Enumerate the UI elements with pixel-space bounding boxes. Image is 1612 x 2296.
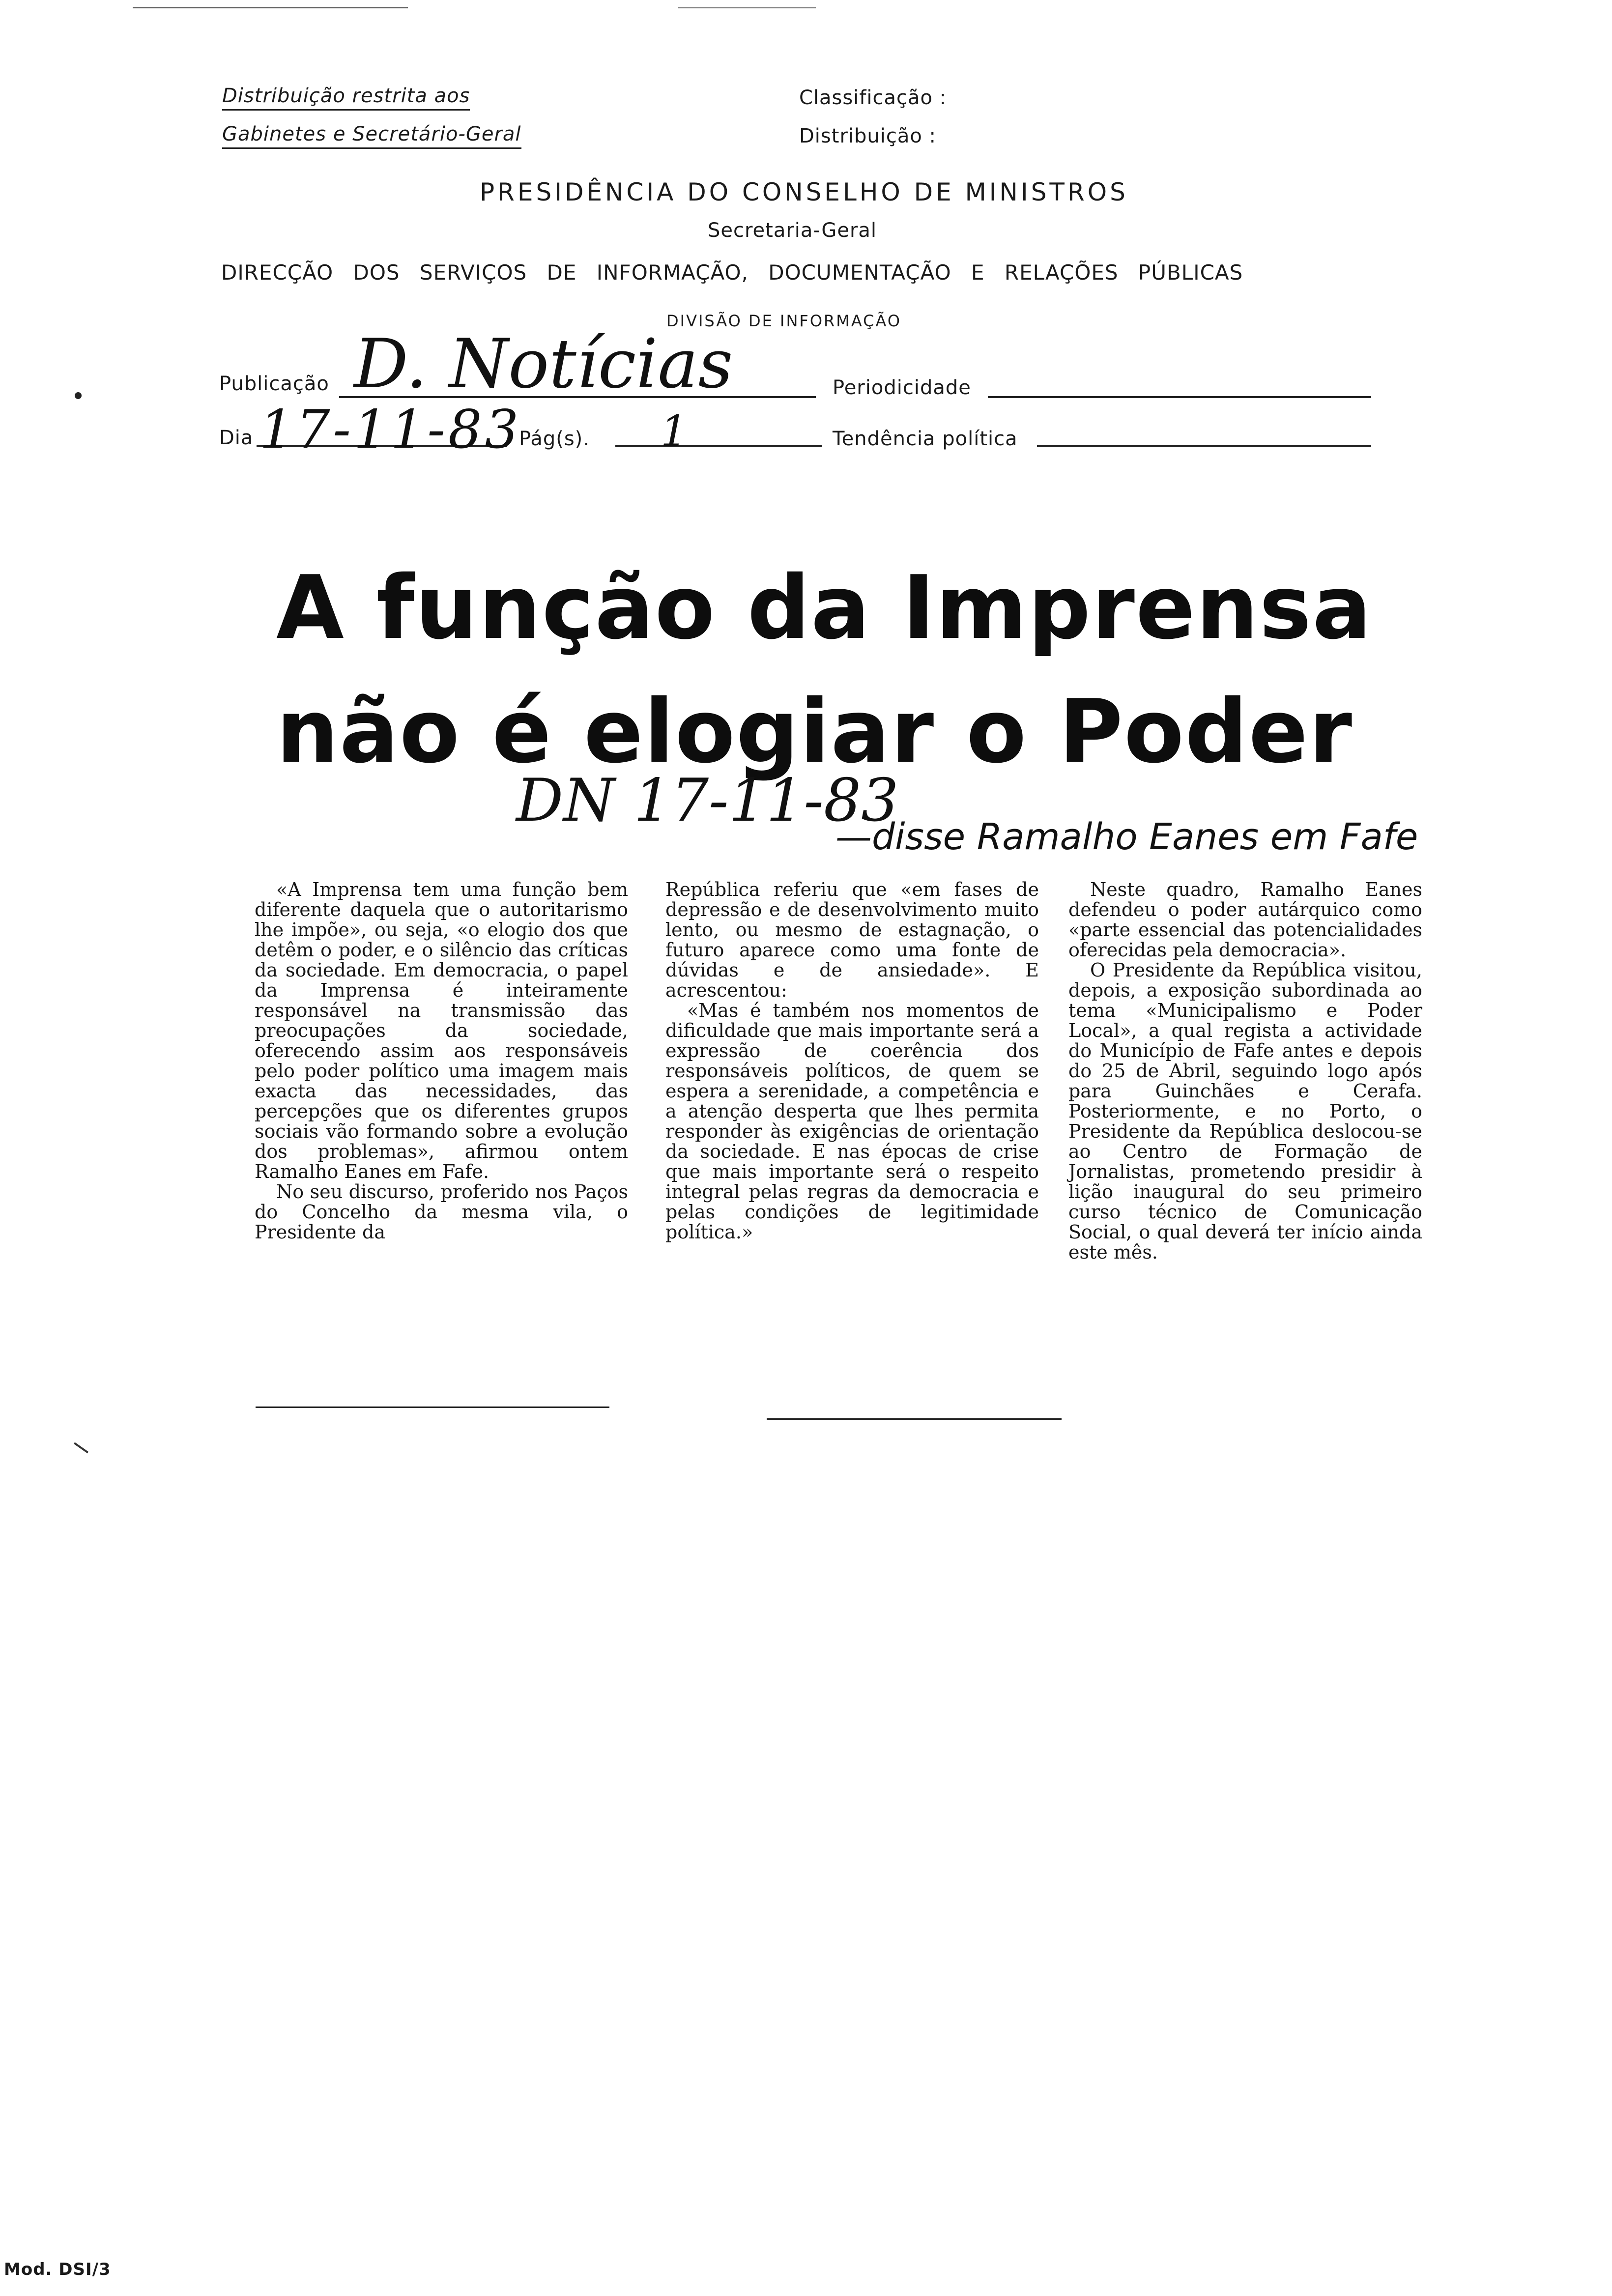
paragraph: O Presidente da República visitou, depois, a exposição subordinada ao tema «Municipalismo e Poder Local», a qual regista a actividade do Município de Fafe antes e depois do 25 de Abril, seguindo logo após para Guinchães e Cerafa. Posteriormente, e no Porto, o Presidente da República deslocou-se ao Centro de Formação de Jornalistas, prometendo presidir à lição inaugural do seu primeiro curso técnico de Comunicação Social, o qual deverá ter início ainda este mês.	[1068, 959, 1422, 1263]
scan-artifact-line	[133, 7, 408, 8]
publication-handwritten-value: D. Notícias	[354, 324, 733, 403]
paragraph: «Mas é também nos momentos de dificuldade que mais importante será a expressão de coerência dos responsáveis políticos, de quem se espera a serenidade, a competência e a atenção desperta que lhes permita responder às exigências de orientação da sociedade. E nas épocas de crise que mais importante será o respeito integral pelas regras da democracia e pelas condições de legitimidade política.»	[665, 1000, 1039, 1243]
paragraph: República referiu que «em fases de depressão e de desenvolvimento muito lento, ou mesmo de estagnação, o futuro aparece como uma fonte de dúvidas e de ansiedade». E acrescentou:	[665, 879, 1039, 1001]
division-title: DIVISÃO DE INFORMAÇÃO	[666, 312, 902, 330]
secretariat-title: Secretaria-Geral	[708, 219, 877, 242]
distribution-label: Distribuição :	[799, 125, 937, 147]
day-handwritten-value: 17-11-83	[259, 399, 522, 460]
article-headline-line1: A função da Imprensa	[276, 557, 1373, 659]
political-tendency-line	[1037, 445, 1371, 447]
article-column-2	[665, 880, 1039, 1242]
clipping-bottom-rule	[767, 1418, 1062, 1420]
margin-dot	[75, 392, 82, 399]
scan-mark	[74, 1442, 88, 1454]
paragraph: No seu discurso, proferido nos Paços do Concelho da mesma vila, o Presidente da	[255, 1181, 628, 1243]
clipping-bottom-rule	[256, 1406, 609, 1408]
paragraph: Neste quadro, Ramalho Eanes defendeu o poder autárquico como «parte essencial das potencialidades oferecidas pela democracia».	[1068, 879, 1422, 961]
periodicity-label: Periodicidade	[833, 376, 971, 399]
scan-artifact-line	[678, 7, 816, 8]
directorate-title: DIRECÇÃO DOS SERVIÇOS DE INFORMAÇÃO, DOCUMENTAÇÃO E RELAÇÕES PÚBLICAS	[221, 260, 1243, 285]
pages-handwritten-value: 1	[661, 407, 688, 456]
periodicity-line	[988, 396, 1371, 398]
article-column-3	[1068, 880, 1422, 1263]
publication-label: Publicação	[219, 373, 329, 395]
distribution-note-line1: Distribuição restrita aos	[222, 85, 470, 111]
handwritten-date-note: DN 17-11-83	[516, 767, 899, 835]
political-tendency-label: Tendência política	[833, 428, 1018, 450]
paragraph: «A Imprensa tem uma função bem diferente daquela que o autoritarismo lhe impõe», ou seja, «o elogio dos que detêm o poder, e o silêncio das críticas da sociedade. Em democracia, o papel da Imprensa é inteiramente responsável na transmissão das preocupações da sociedade, oferecendo assim aos responsáveis pelo poder político uma imagem mais exacta das necessidades, das percepções que os diferentes grupos sociais vão formando sobre a evolução dos problemas», afirmou ontem Ramalho Eanes em Fafe.	[255, 879, 628, 1182]
distribution-note-line2: Gabinetes e Secretário-Geral	[222, 123, 521, 149]
day-label: Dia	[219, 427, 254, 449]
article-column-1	[255, 880, 628, 1242]
presidency-title: PRESIDÊNCIA DO CONSELHO DE MINISTROS	[480, 178, 1128, 206]
pages-line	[615, 445, 822, 447]
article-byline: —disse Ramalho Eanes em Fafe	[835, 816, 1418, 858]
model-code: Mod. DSI/3	[4, 2260, 111, 2279]
article-headline-line2: não é elogiar o Poder	[276, 681, 1353, 782]
classification-label: Classificação :	[799, 86, 947, 109]
pages-label: Pág(s).	[519, 428, 590, 450]
